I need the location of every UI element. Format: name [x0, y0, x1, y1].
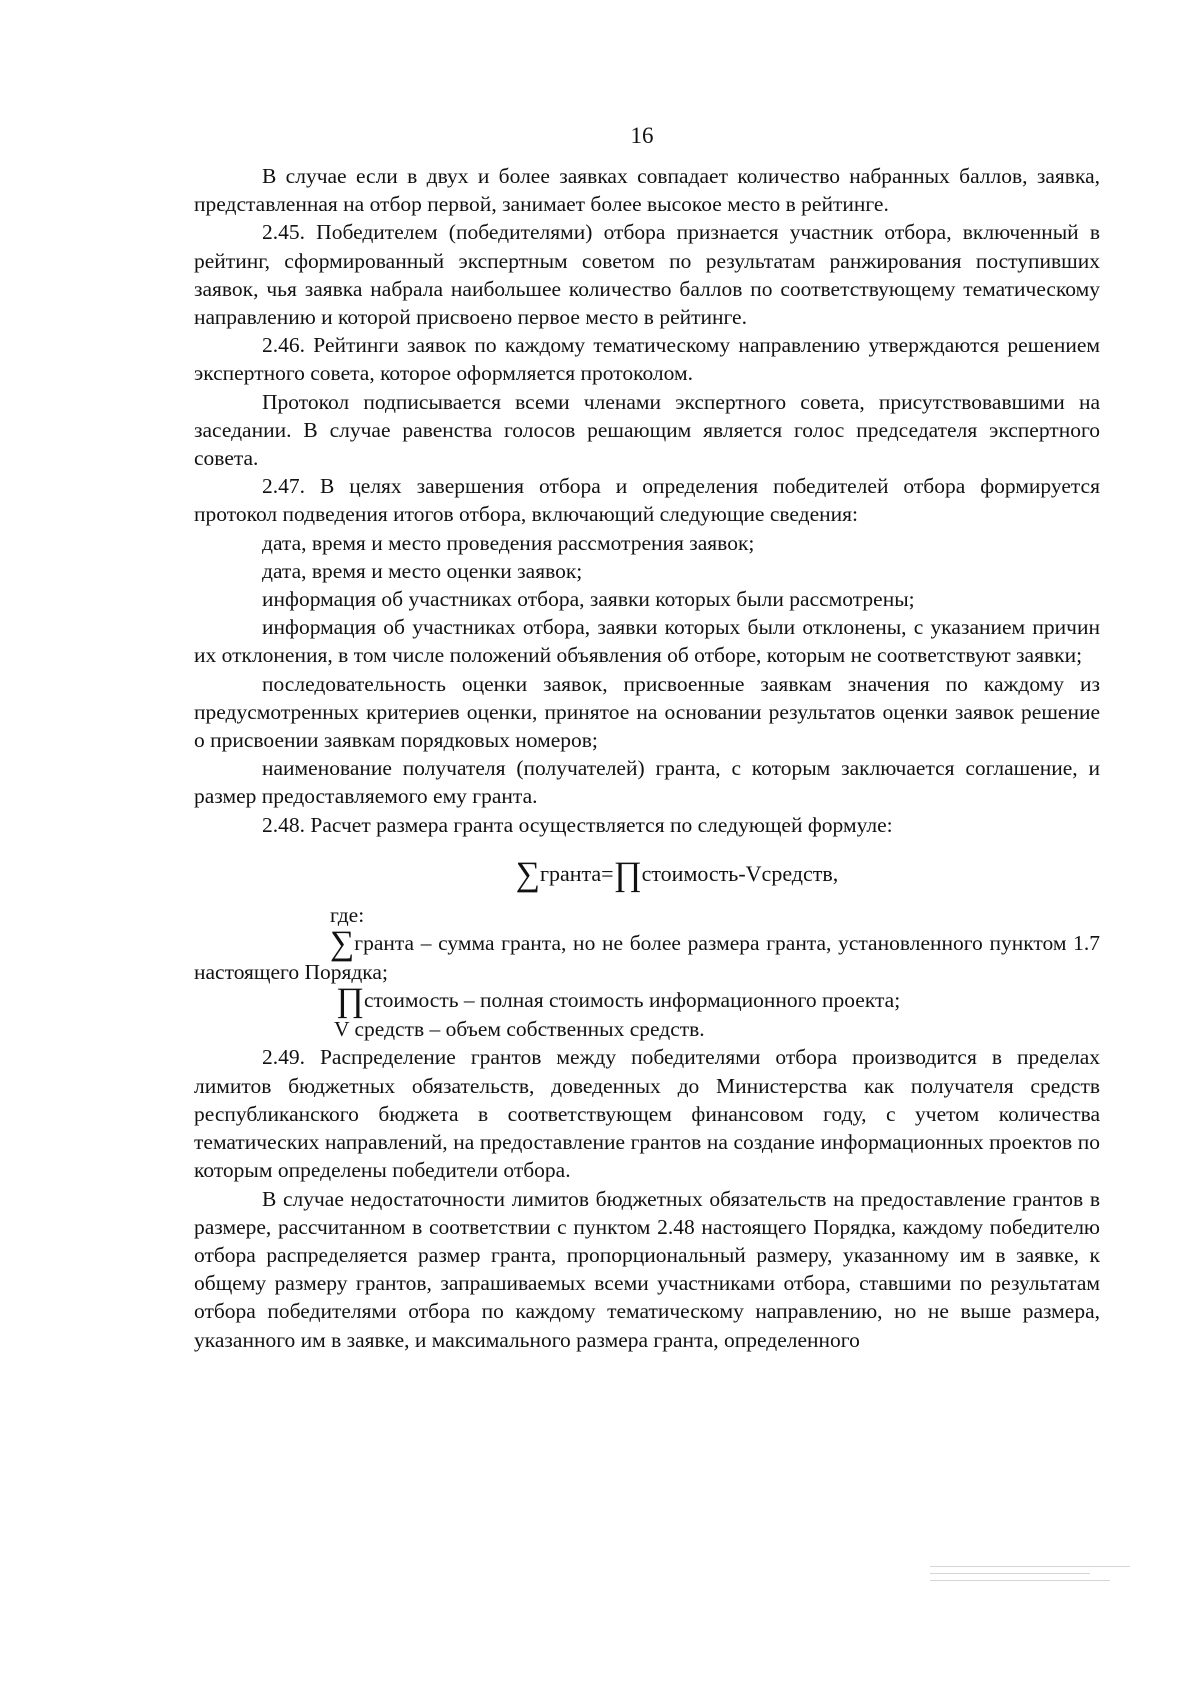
- paragraph-2-47: 2.47. В целях завершения отбора и определения победителей отбора формируется протокол подведения итогов отбора, включающий следующие сведения:: [194, 474, 1100, 527]
- paragraph-insufficient-limits: В случае недостаточности лимитов бюджетных обязательств на предоставление грантов в размере, рассчитанном в соответствии с пунктом 2.48 настоящего Порядка, каждому победителю отбора распределяется размер гранта, пропорциональный размеру, указанному им в заявке, к общему размеру грантов, запрашиваемых всеми участниками отбора, ставшими по результатам отбора победителями отбора по каждому тематическому направлению, но не выше размера, указанного им в заявке, и максимального размера гранта, определенного: [194, 1186, 1100, 1352]
- list-item-grant-recipient: наименование получателя (получателей) гранта, с которым заключается соглашение, и размер предоставляемого ему гранта.: [194, 756, 1100, 809]
- product-symbol: ∏: [613, 855, 642, 893]
- paragraph-2-49: 2.49. Распределение грантов между победителями отбора производится в пределах лимитов бюджетных обязательств, доведенных до Министерства как получателя средств республиканского бюджета в соответствующем финансовом году, с учетом количества тематических направлений, на предоставление грантов на создание информационных проектов по которым определены победители отбора.: [194, 1045, 1100, 1183]
- grant-formula: [194, 857, 1100, 891]
- paragraph-2-46: 2.46. Рейтинги заявок по каждому тематическому направлению утверждаются решением экспертного совета, которое оформляется протоколом.: [194, 333, 1100, 386]
- formula-left: гранта=: [539, 860, 614, 886]
- list-item-evaluation-sequence: последовательность оценки заявок, присвоенные заявкам значения по каждому из предусмотренных критериев оценки, принятое на основании результатов оценки заявок решение о присвоении заявкам порядковых номеров;: [194, 671, 1100, 753]
- faint-stamp-mark: [930, 1560, 1130, 1600]
- definition-product: [194, 982, 1100, 1020]
- formula-right: стоимость-Vсредств,: [641, 860, 839, 886]
- product-symbol-def: ∏: [336, 982, 364, 1020]
- list-item-rejected-participants: информация об участниках отбора, заявки которых были отклонены, с указанием причин их отклонения, в том числе положений объявления об отборе, которым не соответствуют заявки;: [194, 615, 1100, 668]
- paragraph-rating-tie: В случае если в двух и более заявках совпадает количество набранных баллов, заявка, представленная на отбор первой, занимает более высокое место в рейтинге.: [194, 164, 1100, 217]
- paragraph-protocol-signing: Протокол подписывается всеми членами экспертного совета, присутствовавшими на заседании. В случае равенства голосов решающим является голос председателя экспертного совета.: [194, 389, 1100, 471]
- list-item-evaluation-date: дата, время и место оценки заявок;: [262, 558, 583, 583]
- definition-product-text: стоимость – полная стоимость информационного проекта;: [364, 988, 901, 1013]
- document-body: [194, 162, 1100, 1354]
- definition-sum: [194, 925, 1100, 986]
- definition-sum-text: гранта – сумма гранта, но не более размера гранта, установленного пунктом 1.7 настоящего Порядка;: [194, 931, 1100, 985]
- definition-v: V средств – объем собственных средств.: [334, 1017, 705, 1042]
- sum-symbol: ∑: [515, 855, 540, 893]
- where-label: где:: [330, 902, 365, 927]
- list-item-reviewed-participants: информация об участниках отбора, заявки которых были рассмотрены;: [262, 587, 915, 612]
- list-item-review-date: дата, время и место проведения рассмотрения заявок;: [262, 530, 755, 555]
- paragraph-2-48: 2.48. Расчет размера гранта осуществляется по следующей формуле:: [262, 812, 893, 837]
- sum-symbol-def: ∑: [330, 925, 355, 963]
- paragraph-2-45: 2.45. Победителем (победителями) отбора признается участник отбора, включенный в рейтинг, сформированный экспертным советом по результатам ранжирования поступивших заявок, чья заявка набрала наибольшее количество баллов по соответствующему тематическому направлению и которой присвоено первое место в рейтинге.: [194, 220, 1100, 330]
- page-number: 16: [630, 123, 654, 148]
